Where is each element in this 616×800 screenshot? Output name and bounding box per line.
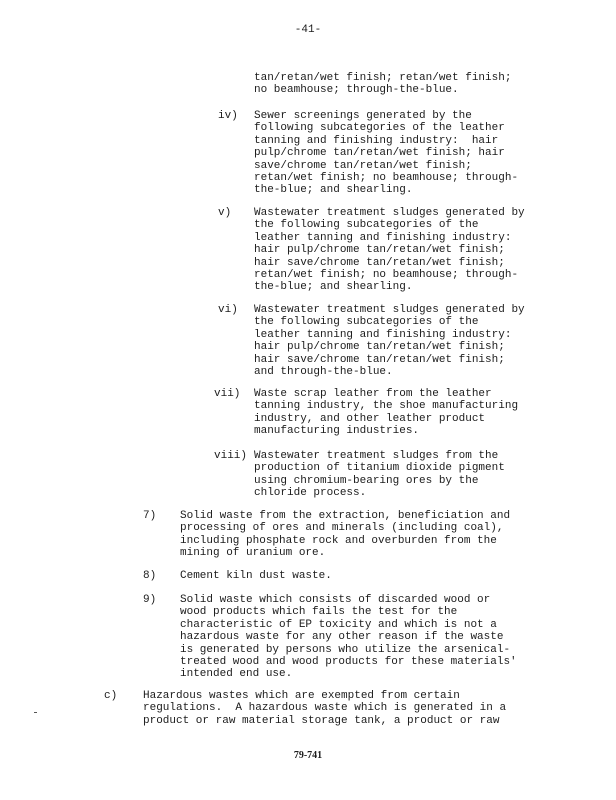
item-number-8: 8) xyxy=(143,570,157,582)
section-c-text xyxy=(143,690,506,727)
text-line: hair save/chrome tan/retan/wet finish; xyxy=(254,353,505,366)
text-line: regulations. A hazardous waste which is generated in a xyxy=(143,702,507,715)
text-line: manufacturing industries. xyxy=(254,425,420,438)
text-line: Wastewater treatment sludges from the xyxy=(254,450,499,462)
text-line: retan/wet finish; no beamhouse; through- xyxy=(254,269,519,282)
item-number-v: v) xyxy=(218,207,232,219)
text-line: hair pulp/chrome tan/retan/wet finish; xyxy=(254,341,505,354)
item-number-viii: viii) xyxy=(214,450,248,462)
text-line: Wastewater treatment sludges generated by xyxy=(254,304,525,316)
text-line: treated wood and wood products for these materials' xyxy=(180,656,517,669)
text-line: processing of ores and minerals (including coal), xyxy=(180,522,504,535)
text-line: retan/wet finish; no beamhouse; through- xyxy=(254,172,519,185)
text-line: Solid waste which consists of discarded wood or xyxy=(180,594,491,606)
text-line: is generated by persons who utilize the arsenical- xyxy=(180,643,511,656)
text-line: product or raw material storage tank, a product or raw xyxy=(143,714,500,727)
text-line: leather tanning and finishing industry: xyxy=(254,231,512,244)
text-line: chloride process. xyxy=(254,487,367,500)
item-8-text xyxy=(180,570,332,582)
text-line: the following subcategories of the xyxy=(254,316,479,329)
document-id: 79-741 xyxy=(293,750,323,761)
text-line: pulp/chrome tan/retan/wet finish; hair xyxy=(254,147,505,160)
text-line: following subcategories of the leather xyxy=(254,122,505,135)
item-number-vi: vi) xyxy=(218,304,238,316)
text-line: Waste scrap leather from the leather xyxy=(254,388,492,400)
margin-mark xyxy=(34,712,37,713)
text-line: hair save/chrome tan/retan/wet finish; xyxy=(254,256,505,269)
item-number-vii: vii) xyxy=(214,388,241,400)
text-line: using chromium-bearing ores by the xyxy=(254,474,479,487)
text-line: industry, and other leather product xyxy=(254,412,486,425)
text-line: hazardous waste for any other reason if the waste xyxy=(180,631,504,644)
item-number-9: 9) xyxy=(143,594,157,606)
text-line: no beamhouse; through-the-blue. xyxy=(254,84,459,97)
text-line: Sewer screenings generated by the xyxy=(254,110,472,122)
text-line: Cement kiln dust waste. xyxy=(180,570,332,582)
text-line: the following subcategories of the xyxy=(254,219,479,232)
text-line: intended end use. xyxy=(180,668,293,681)
text-line: the-blue; and shearling. xyxy=(254,184,413,197)
text-line: tanning and finishing industry: hair xyxy=(254,134,499,147)
item-iii-continuation xyxy=(254,72,511,97)
item-number-7: 7) xyxy=(143,510,157,522)
text-line: Hazardous wastes which are exempted from certain xyxy=(143,690,460,702)
text-line: save/chrome tan/retan/wet finish; xyxy=(254,159,472,172)
text-line: production of titanium dioxide pigment xyxy=(254,462,505,475)
item-number-iv: iv) xyxy=(218,110,238,122)
text-line: tan/retan/wet finish; retan/wet finish; xyxy=(254,72,512,84)
section-c-letter: c) xyxy=(104,690,118,702)
item-iv-text xyxy=(254,110,518,197)
item-9-text xyxy=(180,594,517,681)
text-line: the-blue; and shearling. xyxy=(254,281,413,294)
item-vi-text xyxy=(254,304,525,378)
item-viii-text xyxy=(254,450,505,500)
page-number: -41- xyxy=(294,24,322,36)
item-7-text xyxy=(180,510,510,560)
text-line: wood products which fails the test for the xyxy=(180,606,458,619)
text-line: Solid waste from the extraction, beneficiation and xyxy=(180,510,511,522)
text-line: mining of uranium ore. xyxy=(180,547,326,560)
text-line: tanning industry, the shoe manufacturing xyxy=(254,400,519,413)
text-line: Wastewater treatment sludges generated by xyxy=(254,207,525,219)
text-line: hair pulp/chrome tan/retan/wet finish; xyxy=(254,244,505,257)
text-line: including phosphate rock and overburden from the xyxy=(180,534,497,547)
text-line: leather tanning and finishing industry: xyxy=(254,328,512,341)
item-vii-text xyxy=(254,388,518,438)
item-v-text xyxy=(254,207,525,294)
text-line: characteristic of EP toxicity and which is not a xyxy=(180,618,497,631)
text-line: and through-the-blue. xyxy=(254,366,393,379)
